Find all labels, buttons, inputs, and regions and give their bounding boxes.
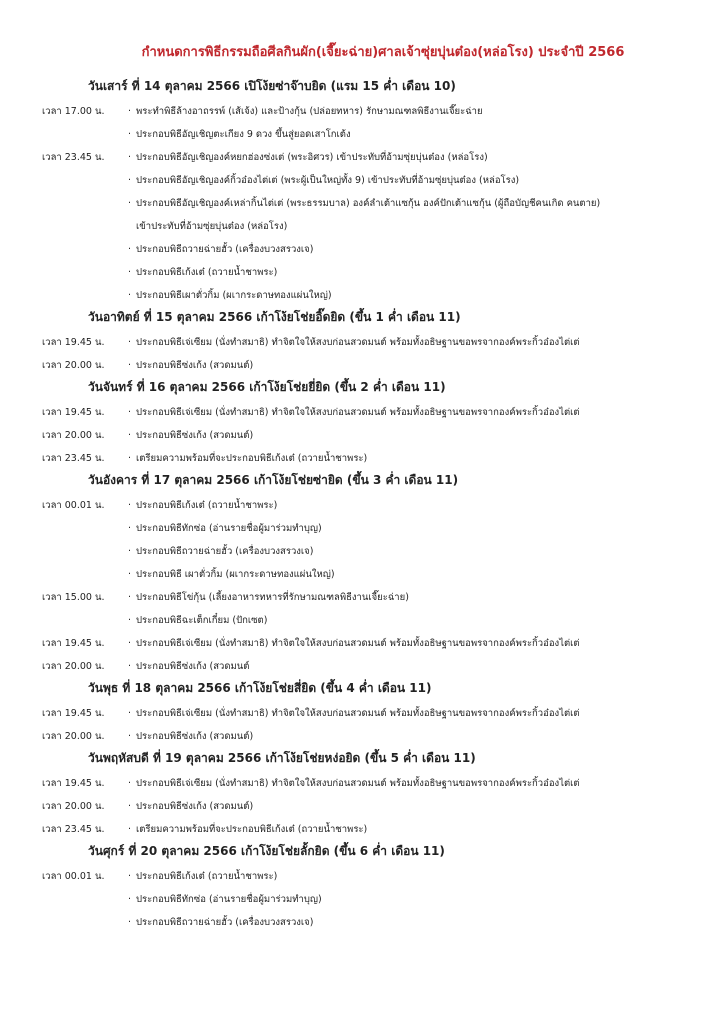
day-block-fri-20 <box>42 841 706 934</box>
day-heading: วันเสาร์ ที่ 14 ตุลาคม 2566 เปิโง้ยซ่าจ๊าบยิด (แรม 15 ค่ำ เดือน 10) <box>88 79 456 93</box>
schedule-entry <box>42 146 706 169</box>
entry-text: ประกอบพิธีเจ่เซียม (นั่งทำสมาธิ) ทำจิตใจให้สงบก่อนสวดมนต์ พร้อมทั้งอธิษฐานขอพรจากองค์พระกิ้วอ๋องไต่เต่ <box>136 708 580 719</box>
entry-text: ประกอบพิธีเก้งเต๋ (ถวายน้ำชาพระ) <box>136 500 278 511</box>
day-block-thu-19 <box>42 748 706 841</box>
entry-text: เตรียมความพร้อมที่จะประกอบพิธีเก้งเต๋ (ถวายน้ำชาพระ) <box>136 453 368 464</box>
schedule-entry <box>42 540 706 563</box>
schedule-entry <box>42 192 706 215</box>
entry-bullet: · <box>128 546 132 557</box>
entry-text: ประกอบพิธีเจ่เซียม (นั่งทำสมาธิ) ทำจิตใจให้สงบก่อนสวดมนต์ พร้อมทั้งอธิษฐานขอพรจากองค์พระกิ้วอ๋องไต่เต่ <box>136 337 580 348</box>
entry-bullet: · <box>128 661 132 672</box>
entry-bullet: · <box>128 731 132 742</box>
schedule-entry <box>42 447 706 470</box>
entry-text: ประกอบพิธีอัญเชิญองค์กิ้วอ๋องไต่เต่ (พระผู้เป็นใหญ่ทั้ง 9) เข้าประทับที่อ้ามซุ่ยบุ่นต๋อง (หล่อโรง) <box>136 175 520 186</box>
entry-bullet: · <box>128 407 132 418</box>
day-heading: วันพุธ ที่ 18 ตุลาคม 2566 เก้าโง้ยโช่ยสี่ยิด (ขึ้น 4 ค่ำ เดือน 11) <box>88 681 432 695</box>
schedule-entry <box>42 123 706 146</box>
entry-bullet: · <box>128 453 132 464</box>
schedule-entry <box>42 401 706 424</box>
entry-time: เวลา 23.45 น. <box>42 152 105 163</box>
entry-text: เตรียมความพร้อมที่จะประกอบพิธีเก้งเต๋ (ถวายน้ำชาพระ) <box>136 824 368 835</box>
schedule-entry <box>42 632 706 655</box>
entry-text: ประกอบพิธีถวายฉ่ายฮั้ว (เครื่องบวงสรวงเจ) <box>136 546 314 557</box>
schedule-entry <box>42 725 706 748</box>
schedule-entry <box>42 284 706 307</box>
schedule-entry <box>42 238 706 261</box>
document-title: กำหนดการพิธีกรรมถือศีลกินผัก(เจี๊ยะฉ่าย)ศาลเจ้าซุ่ยบุ่นต๋อง(หล่อโรง) ประจำปี 2566 <box>141 45 625 60</box>
schedule-entry <box>42 169 706 192</box>
day-heading: วันอังคาร ที่ 17 ตุลาคม 2566 เก้าโง้ยโช่ยซ่ายิด (ขึ้น 3 ค่ำ เดือน 11) <box>88 473 459 487</box>
entry-text: ประกอบพิธีเจ่เซียม (นั่งทำสมาธิ) ทำจิตใจให้สงบก่อนสวดมนต์ พร้อมทั้งอธิษฐานขอพรจากองค์พระกิ้วอ๋องไต่เต่ <box>136 778 580 789</box>
schedule-entry <box>42 888 706 911</box>
entry-bullet: · <box>128 569 132 580</box>
entry-bullet: · <box>128 615 132 626</box>
entry-text: ประกอบพิธี เผาตั่วกิ้ม (ผเากระดาษทองแผ่นใหญ่) <box>136 569 335 580</box>
entry-bullet: · <box>128 175 132 186</box>
day-block-mon-16 <box>42 377 706 470</box>
entry-text: ประกอบพิธีอัญเชิญตะเกียง 9 ดวง ขึ้นสู่ยอดเสาโกเต้ง <box>136 129 351 140</box>
entry-time: เวลา 17.00 น. <box>42 106 105 117</box>
entry-continuation: เข้าประทับที่อ้ามซุ่ยบุ่นต๋อง (หล่อโรง) <box>136 221 288 232</box>
entry-time: เวลา 23.45 น. <box>42 453 105 464</box>
day-block-wed-18 <box>42 678 706 748</box>
day-heading: วันอาทิตย์ ที่ 15 ตุลาคม 2566 เก้าโง้ยโช่ยอิ๊ดยิด (ขึ้น 1 ค่ำ เดือน 11) <box>88 310 461 324</box>
schedule-entry <box>42 331 706 354</box>
entry-bullet: · <box>128 129 132 140</box>
entry-bullet: · <box>128 638 132 649</box>
entry-bullet: · <box>128 824 132 835</box>
entry-bullet: · <box>128 290 132 301</box>
schedule-entry <box>42 772 706 795</box>
entry-time: เวลา 19.45 น. <box>42 638 105 649</box>
entry-text: ประกอบพิธีทักซ่อ (อ่านรายชื่อผู้มาร่วมทำบุญ) <box>136 894 322 905</box>
schedule-entry <box>42 609 706 632</box>
entry-bullet: · <box>128 708 132 719</box>
entry-time: เวลา 20.00 น. <box>42 731 105 742</box>
entry-bullet: · <box>128 778 132 789</box>
schedule-entry <box>42 865 706 888</box>
entry-bullet: · <box>128 500 132 511</box>
entry-text: ประกอบพิธีเผาตั่วกิ้ม (ผเากระดาษทองแผ่นใหญ่) <box>136 290 332 301</box>
entry-text: ประกอบพิธีซ่งเก้ง (สวดมนต์) <box>136 801 254 812</box>
entry-bullet: · <box>128 894 132 905</box>
schedule-entry <box>42 261 706 284</box>
day-heading: วันศุกร์ ที่ 20 ตุลาคม 2566 เก้าโง้ยโช่ยลั้กยิด (ขึ้น 6 ค่ำ เดือน 11) <box>88 844 445 858</box>
day-block-sun-15 <box>42 307 706 377</box>
entry-bullet: · <box>128 523 132 534</box>
entry-bullet: · <box>128 337 132 348</box>
schedule-entry <box>42 655 706 678</box>
schedule-entry <box>42 911 706 934</box>
entry-text: ประกอบพิธีซ่งเก้ง (สวดมนต์ <box>136 661 250 672</box>
entry-text: ประกอบพิธีถวายฉ่ายฮั้ว (เครื่องบวงสรวงเจ) <box>136 917 314 928</box>
entry-time: เวลา 15.00 น. <box>42 592 105 603</box>
entry-text: ประกอบพิธีอัญเชิญองค์เหล่ากิ้นไต่เต่ (พระธรรมบาล) องค์ลำเต้าแซกุ้น องค์ปักเต้าแซกุ้น (ผู้ถือบัญชีคนเกิด คนตาย) <box>136 198 601 209</box>
entry-time: เวลา 00.01 น. <box>42 500 105 511</box>
entry-text: ประกอบพิธีเก้งเต๋ (ถวายน้ำชาพระ) <box>136 871 278 882</box>
day-block-tue-17 <box>42 470 706 678</box>
schedule-entry <box>42 354 706 377</box>
schedule-entry <box>42 795 706 818</box>
entry-time: เวลา 20.00 น. <box>42 430 105 441</box>
entry-bullet: · <box>128 244 132 255</box>
entry-text: ประกอบพิธีอัญเชิญองค์หยกฮ่องซ่งเต่ (พระอิศวร) เข้าประทับที่อ้ามซุ่ยบุ่นต๋อง (หล่อโรง) <box>136 152 488 163</box>
schedule-entry <box>42 494 706 517</box>
entry-time: เวลา 19.45 น. <box>42 778 105 789</box>
entry-bullet: · <box>128 801 132 812</box>
entry-text: พระทำพิธีล้างอาถรรพ์ (เส้เจ้ง) และป้างกุ้น (ปล่อยทหาร) รักษามณฑลพิธีงานเจี๊ยะฉ่าย <box>136 106 483 117</box>
entry-text: ประกอบพิธีซ่งเก้ง (สวดมนต์) <box>136 731 254 742</box>
entry-bullet: · <box>128 871 132 882</box>
entry-text: ประกอบพิธีเก้งเต๋ (ถวายน้ำชาพระ) <box>136 267 278 278</box>
entry-bullet: · <box>128 592 132 603</box>
entry-text: ประกอบพิธีเจ่เซียม (นั่งทำสมาธิ) ทำจิตใจให้สงบก่อนสวดมนต์ พร้อมทั้งอธิษฐานขอพรจากองค์พระกิ้วอ๋องไต่เต่ <box>136 407 580 418</box>
entry-text: ประกอบพิธีซ่งเก้ง (สวดมนต์) <box>136 360 254 371</box>
entry-bullet: · <box>128 267 132 278</box>
entry-bullet: · <box>128 152 132 163</box>
schedule-entry <box>42 100 706 123</box>
entry-time: เวลา 23.45 น. <box>42 824 105 835</box>
entry-bullet: · <box>128 430 132 441</box>
entry-time: เวลา 20.00 น. <box>42 801 105 812</box>
entry-bullet: · <box>128 360 132 371</box>
entry-time: เวลา 00.01 น. <box>42 871 105 882</box>
entry-bullet: · <box>128 198 132 209</box>
entry-time: เวลา 19.45 น. <box>42 407 105 418</box>
entry-text: ประกอบพิธีทักซ่อ (อ่านรายชื่อผู้มาร่วมทำบุญ) <box>136 523 322 534</box>
entry-bullet: · <box>128 917 132 928</box>
day-heading: วันพฤหัสบดี ที่ 19 ตุลาคม 2566 เก้าโง้ยโช่ยหง่อยิด (ขึ้น 5 ค่ำ เดือน 11) <box>88 751 476 765</box>
day-block-sat-14 <box>42 76 706 307</box>
schedule-entry <box>42 563 706 586</box>
entry-time: เวลา 20.00 น. <box>42 661 105 672</box>
entry-time: เวลา 19.45 น. <box>42 708 105 719</box>
entry-text: ประกอบพิธีเจ่เซียม (นั่งทำสมาธิ) ทำจิตใจให้สงบก่อนสวดมนต์ พร้อมทั้งอธิษฐานขอพรจากองค์พระกิ้วอ๋องไต่เต่ <box>136 638 580 649</box>
entry-time: เวลา 19.45 น. <box>42 337 105 348</box>
entry-time: เวลา 20.00 น. <box>42 360 105 371</box>
entry-bullet: · <box>128 106 132 117</box>
schedule-entry <box>42 586 706 609</box>
entry-text: ประกอบพิธีโข่กุ้น (เลี้ยงอาหารทหารที่รักษามณฑลพิธีงานเจี๊ยะฉ่าย) <box>136 592 409 603</box>
schedule-entry <box>42 517 706 540</box>
entry-text: ประกอบพิธีถวายฉ่ายฮั้ว (เครื่องบวงสรวงเจ) <box>136 244 314 255</box>
schedule-entry <box>42 702 706 725</box>
day-heading: วันจันทร์ ที่ 16 ตุลาคม 2566 เก้าโง้ยโช่ยยี่ยิด (ขึ้น 2 ค่ำ เดือน 11) <box>88 380 446 394</box>
schedule-entry <box>42 818 706 841</box>
entry-text: ประกอบพิธีซ่งเก้ง (สวดมนต์) <box>136 430 254 441</box>
entry-text: ประกอบพิธีฉะเต็กเกี๋ยม (ปักเซต) <box>136 615 268 626</box>
schedule-entry <box>42 424 706 447</box>
